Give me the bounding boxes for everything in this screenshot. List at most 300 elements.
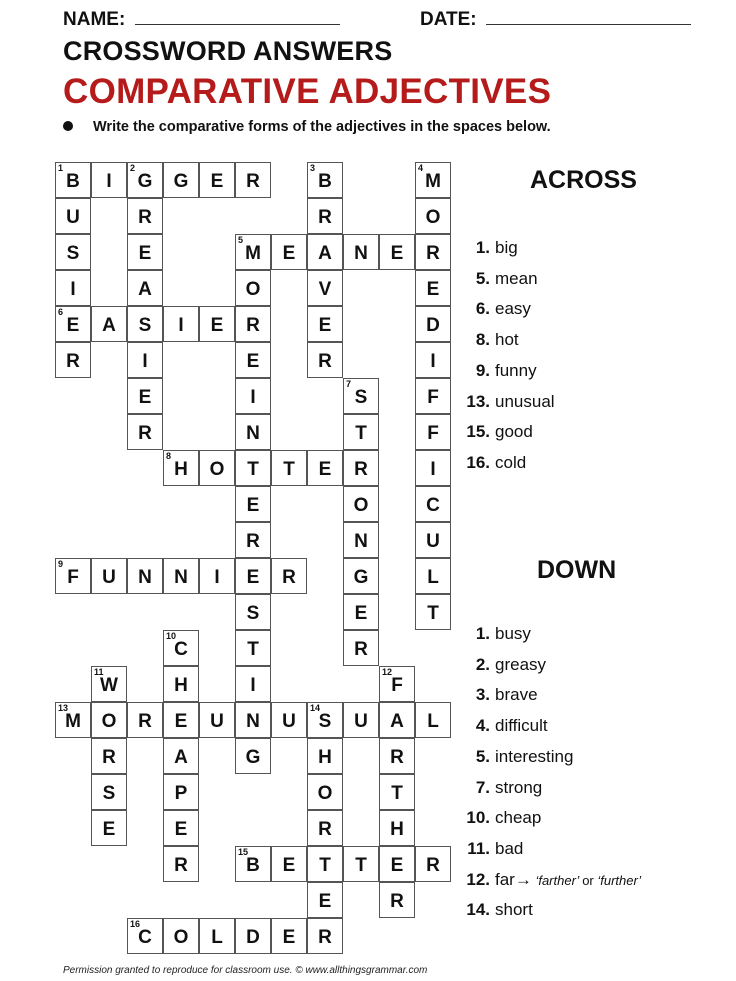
grid-cell	[127, 270, 163, 306]
grid-cell	[91, 306, 127, 342]
grid-cell	[271, 450, 307, 486]
answer-letter: A	[318, 243, 332, 264]
grid-cell	[307, 846, 343, 882]
grid-cell	[235, 234, 271, 270]
answer-letter: R	[174, 855, 188, 876]
answer-letter: E	[282, 243, 296, 264]
worksheet-subtitle: COMPARATIVE ADJECTIVES	[63, 72, 552, 111]
grid-cell	[307, 918, 343, 954]
answer-letter: G	[245, 747, 261, 768]
answer-letter: G	[353, 567, 369, 588]
grid-cell	[163, 630, 199, 666]
clue-text: difficult	[495, 716, 548, 736]
clue-text: mean	[495, 268, 538, 288]
clue-number: 6	[58, 307, 64, 317]
answer-letter: E	[282, 855, 296, 876]
answer-letter: C	[174, 639, 188, 660]
grid-cell	[343, 522, 379, 558]
date-label: DATE:	[420, 9, 477, 30]
answer-letter: L	[211, 927, 223, 948]
down-clue	[466, 716, 548, 736]
answer-letter: I	[250, 387, 256, 408]
grid-cell	[415, 162, 451, 198]
grid-cell	[199, 450, 235, 486]
grid-cell	[415, 270, 451, 306]
grid-cell	[163, 738, 199, 774]
clue-num: 13.	[466, 391, 490, 411]
answer-letter: E	[138, 387, 152, 408]
answer-letter: N	[354, 531, 368, 552]
clue-number: 13	[58, 703, 69, 713]
answer-letter: E	[246, 567, 260, 588]
clue-text: cheap	[495, 808, 542, 828]
answer-letter: R	[318, 351, 332, 372]
grid-cell	[307, 702, 343, 738]
grid-cell	[91, 810, 127, 846]
date-blank	[486, 8, 691, 25]
name-label: NAME:	[63, 9, 126, 30]
date-field	[420, 8, 691, 31]
clue-number: 12	[382, 667, 393, 677]
clue-number: 10	[166, 631, 177, 641]
grid-cell	[55, 306, 91, 342]
answer-letter: R	[138, 207, 152, 228]
grid-cell	[199, 918, 235, 954]
instruction	[63, 119, 551, 135]
clue-text: bad	[495, 838, 524, 858]
answer-letter: H	[390, 819, 404, 840]
grid-cell	[55, 270, 91, 306]
answer-letter: I	[106, 171, 112, 192]
grid-cell	[415, 306, 451, 342]
clue-num: 6.	[475, 299, 490, 319]
answer-letter: R	[426, 855, 440, 876]
answer-letter: B	[246, 855, 260, 876]
grid-cell	[343, 594, 379, 630]
answer-letter: E	[210, 171, 224, 192]
across-clue	[466, 238, 518, 258]
answer-letter: E	[138, 243, 152, 264]
grid-cell	[235, 486, 271, 522]
across-clue	[466, 361, 537, 381]
clue-text: interesting	[495, 746, 574, 766]
grid-cell	[307, 306, 343, 342]
answer-letter: F	[427, 387, 439, 408]
clue-text: far	[495, 869, 515, 889]
answer-letter: E	[102, 819, 116, 840]
grid-cell	[379, 666, 415, 702]
grid-cell	[235, 846, 271, 882]
answer-letter: N	[138, 567, 152, 588]
grid-cell	[163, 702, 199, 738]
answer-letter: T	[283, 459, 295, 480]
answer-letter: R	[138, 711, 152, 732]
grid-cell	[91, 162, 127, 198]
answer-letter: R	[246, 315, 260, 336]
answer-letter: S	[102, 783, 116, 804]
answer-letter: T	[355, 423, 367, 444]
grid-cell	[271, 558, 307, 594]
grid-cell	[127, 306, 163, 342]
answer-letter: S	[66, 243, 80, 264]
answer-letter: R	[354, 459, 368, 480]
grid-cell	[55, 198, 91, 234]
answer-letter: H	[318, 747, 332, 768]
grid-cell	[235, 270, 271, 306]
answer-letter: R	[66, 351, 80, 372]
grid-cell	[235, 342, 271, 378]
grid-cell	[199, 558, 235, 594]
grid-cell	[415, 378, 451, 414]
across-clue	[466, 299, 531, 319]
grid-cell	[415, 450, 451, 486]
answer-letter: E	[174, 711, 188, 732]
answer-letter: U	[282, 711, 296, 732]
answer-letter: I	[250, 675, 256, 696]
answer-letter: U	[354, 711, 368, 732]
grid-cell	[199, 702, 235, 738]
answer-letter: R	[426, 243, 440, 264]
grid-cell	[343, 846, 379, 882]
grid-cell	[235, 378, 271, 414]
grid-cell	[127, 918, 163, 954]
grid-cell	[379, 234, 415, 270]
clue-number: 1	[58, 163, 64, 173]
grid-cell	[271, 846, 307, 882]
down-clue	[466, 778, 542, 798]
answer-letter: I	[178, 315, 184, 336]
grid-cell	[307, 774, 343, 810]
grid-cell	[235, 558, 271, 594]
grid-cell	[55, 162, 91, 198]
clue-num: 8.	[475, 330, 490, 350]
worksheet-title: CROSSWORD ANSWERS	[63, 36, 393, 66]
clue-num: 12.	[466, 869, 490, 889]
grid-cell	[379, 846, 415, 882]
grid-cell	[271, 234, 307, 270]
down-clue	[466, 655, 546, 675]
across-clue	[466, 392, 555, 412]
grid-cell	[415, 846, 451, 882]
answer-letter: A	[102, 315, 116, 336]
answer-letter: B	[318, 171, 332, 192]
grid-cell	[235, 918, 271, 954]
clue-num: 10.	[466, 808, 490, 828]
grid-cell	[307, 234, 343, 270]
answer-letter: R	[390, 891, 404, 912]
grid-cell	[235, 702, 271, 738]
down-clue	[466, 624, 531, 644]
clue-text: brave	[495, 685, 538, 705]
clue-text: funny	[495, 360, 537, 380]
grid-cell	[235, 522, 271, 558]
grid-cell	[163, 450, 199, 486]
answer-letter: E	[390, 243, 404, 264]
answer-letter: E	[390, 855, 404, 876]
answer-letter: H	[174, 459, 188, 480]
answer-letter: R	[354, 639, 368, 660]
grid-cell	[91, 702, 127, 738]
answer-letter: S	[138, 315, 152, 336]
grid-cell	[307, 162, 343, 198]
grid-cell	[163, 306, 199, 342]
answer-letter: O	[245, 279, 261, 300]
answer-letter: E	[282, 927, 296, 948]
grid-cell	[415, 234, 451, 270]
down-clue	[466, 900, 533, 920]
grid-cell	[55, 234, 91, 270]
answer-letter: T	[319, 855, 331, 876]
clue-text: big	[495, 238, 518, 257]
grid-cell	[55, 702, 91, 738]
answer-letter: N	[246, 423, 260, 444]
clue-num: 11.	[467, 838, 490, 858]
grid-cell	[91, 738, 127, 774]
answer-letter: H	[174, 675, 188, 696]
answer-letter: I	[430, 459, 436, 480]
answer-letter: E	[66, 315, 80, 336]
answer-letter: V	[318, 279, 332, 300]
clue-number: 7	[346, 379, 352, 389]
answer-letter: A	[138, 279, 152, 300]
clue-num: 2.	[475, 654, 490, 674]
clue-number: 11	[94, 667, 104, 677]
answer-letter: F	[67, 567, 79, 588]
grid-cell	[307, 738, 343, 774]
grid-cell	[163, 810, 199, 846]
grid-cell	[379, 702, 415, 738]
grid-cell	[235, 306, 271, 342]
answer-letter: T	[355, 855, 367, 876]
answer-letter: C	[138, 927, 152, 948]
arrow-icon: →	[514, 869, 532, 889]
clue-number: 16	[130, 919, 141, 929]
clue-text: busy	[495, 624, 531, 643]
grid-cell	[271, 702, 307, 738]
grid-cell	[271, 918, 307, 954]
down-clue	[466, 839, 523, 859]
answer-letter: I	[430, 351, 436, 372]
grid-cell	[379, 882, 415, 918]
grid-cell	[127, 378, 163, 414]
clue-note-farther: ‘farther’	[531, 872, 583, 888]
grid-cell	[163, 774, 199, 810]
answer-letter: E	[318, 315, 332, 336]
answer-letter: R	[246, 531, 260, 552]
across-clue	[466, 330, 519, 350]
grid-cell	[307, 198, 343, 234]
clue-text: good	[495, 422, 533, 442]
across-heading: ACROSS	[530, 166, 637, 194]
answer-letter: U	[210, 711, 224, 732]
answer-letter: U	[66, 207, 80, 228]
clue-num: 9.	[475, 360, 490, 380]
clue-num: 7.	[475, 777, 490, 797]
grid-cell	[415, 342, 451, 378]
grid-cell	[415, 558, 451, 594]
grid-cell	[91, 558, 127, 594]
across-clue	[466, 453, 526, 473]
clue-number: 15	[238, 847, 249, 857]
grid-cell	[55, 558, 91, 594]
grid-cell	[379, 810, 415, 846]
clue-number: 8	[166, 451, 172, 461]
grid-cell	[343, 378, 379, 414]
answer-letter: A	[174, 747, 188, 768]
answer-letter: R	[282, 567, 296, 588]
grid-cell	[163, 846, 199, 882]
answer-letter: G	[137, 171, 153, 192]
grid-cell	[343, 414, 379, 450]
grid-cell	[127, 198, 163, 234]
answer-letter: E	[174, 819, 188, 840]
grid-cell	[199, 162, 235, 198]
answer-letter: N	[354, 243, 368, 264]
answer-letter: S	[318, 711, 332, 732]
clue-number: 5	[238, 235, 244, 245]
answer-letter: O	[317, 783, 333, 804]
clue-number: 14	[310, 703, 321, 713]
grid-cell	[127, 558, 163, 594]
clue-number: 4	[418, 163, 424, 173]
clue-text: short	[495, 900, 533, 920]
answer-letter: L	[427, 711, 439, 732]
grid-cell	[307, 450, 343, 486]
grid-cell	[307, 810, 343, 846]
clue-number: 3	[310, 163, 316, 173]
grid-cell	[307, 342, 343, 378]
answer-letter: T	[247, 639, 259, 660]
answer-letter: E	[246, 351, 260, 372]
answer-letter: T	[247, 459, 259, 480]
grid-cell	[307, 270, 343, 306]
answer-letter: D	[246, 927, 260, 948]
clue-number: 2	[130, 163, 136, 173]
clue-text: easy	[495, 299, 531, 319]
answer-letter: E	[354, 603, 368, 624]
footer-text: Permission granted to reproduce for classroom use. © www.allthingsgrammar.com	[63, 965, 428, 976]
grid-cell	[343, 234, 379, 270]
clue-num: 14.	[466, 900, 490, 920]
clue-text: unusual	[495, 391, 555, 411]
answer-letter: G	[173, 171, 189, 192]
instruction-text: Write the comparative forms of the adjectives in the spaces below.	[93, 119, 551, 135]
grid-cell	[91, 666, 127, 702]
answer-letter: F	[427, 423, 439, 444]
down-clue	[466, 747, 573, 767]
grid-cell	[343, 486, 379, 522]
grid-cell	[415, 594, 451, 630]
name-field	[63, 8, 340, 31]
answer-letter: D	[426, 315, 440, 336]
clue-num: 1.	[475, 238, 490, 257]
answer-letter: F	[391, 675, 403, 696]
grid-cell	[415, 486, 451, 522]
answer-letter: T	[427, 603, 439, 624]
answer-letter: R	[318, 927, 332, 948]
grid-cell	[163, 918, 199, 954]
grid-cell	[379, 774, 415, 810]
grid-cell	[307, 882, 343, 918]
grid-cell	[235, 414, 271, 450]
answer-letter: O	[353, 495, 369, 516]
clue-num: 15.	[466, 422, 490, 442]
grid-cell	[415, 522, 451, 558]
answer-letter: R	[318, 207, 332, 228]
grid-cell	[235, 666, 271, 702]
grid-cell	[343, 558, 379, 594]
grid-cell	[127, 234, 163, 270]
grid-cell	[415, 702, 451, 738]
answer-letter: E	[246, 495, 260, 516]
clue-note-or: or	[582, 872, 598, 888]
down-clue	[466, 808, 541, 828]
grid-cell	[127, 162, 163, 198]
answer-letter: O	[101, 711, 117, 732]
bullet-icon	[63, 121, 73, 131]
grid-cell	[127, 342, 163, 378]
answer-letter: O	[173, 927, 189, 948]
answer-letter: S	[246, 603, 260, 624]
answer-letter: E	[426, 279, 440, 300]
clue-note-further: ‘further’	[597, 872, 642, 888]
clue-text: greasy	[495, 654, 547, 674]
grid-cell	[235, 738, 271, 774]
down-clue	[466, 685, 538, 705]
answer-letter: L	[427, 567, 439, 588]
grid-cell	[163, 162, 199, 198]
across-clue	[466, 269, 538, 289]
grid-cell	[235, 450, 271, 486]
clue-num: 4.	[475, 716, 490, 736]
answer-letter: I	[214, 567, 220, 588]
answer-letter: T	[391, 783, 403, 804]
clue-num: 5.	[475, 746, 490, 766]
grid-cell	[343, 630, 379, 666]
grid-cell	[379, 738, 415, 774]
grid-cell	[415, 414, 451, 450]
down-clue	[466, 870, 641, 890]
answer-letter: M	[425, 171, 441, 192]
answer-letter: E	[210, 315, 224, 336]
clue-number: 9	[58, 559, 64, 569]
grid-cell	[235, 630, 271, 666]
answer-letter: R	[102, 747, 116, 768]
answer-letter: M	[65, 711, 81, 732]
grid-cell	[343, 450, 379, 486]
answer-letter: P	[174, 783, 188, 804]
grid-cell	[415, 198, 451, 234]
answer-letter: R	[138, 423, 152, 444]
answer-letter: N	[246, 711, 260, 732]
clue-text: cold	[495, 452, 527, 472]
grid-cell	[127, 414, 163, 450]
answer-letter: E	[318, 459, 332, 480]
clue-num: 3.	[475, 685, 490, 705]
answer-letter: M	[245, 243, 261, 264]
name-blank	[135, 8, 340, 25]
clue-text: hot	[495, 330, 519, 350]
answer-letter: O	[425, 207, 441, 228]
answer-letter: U	[426, 531, 440, 552]
clue-num: 16.	[466, 452, 490, 472]
grid-cell	[163, 558, 199, 594]
clue-num: 1.	[475, 624, 490, 643]
answer-letter: W	[100, 675, 118, 696]
grid-cell	[55, 342, 91, 378]
answer-letter: U	[102, 567, 116, 588]
grid-cell	[91, 774, 127, 810]
